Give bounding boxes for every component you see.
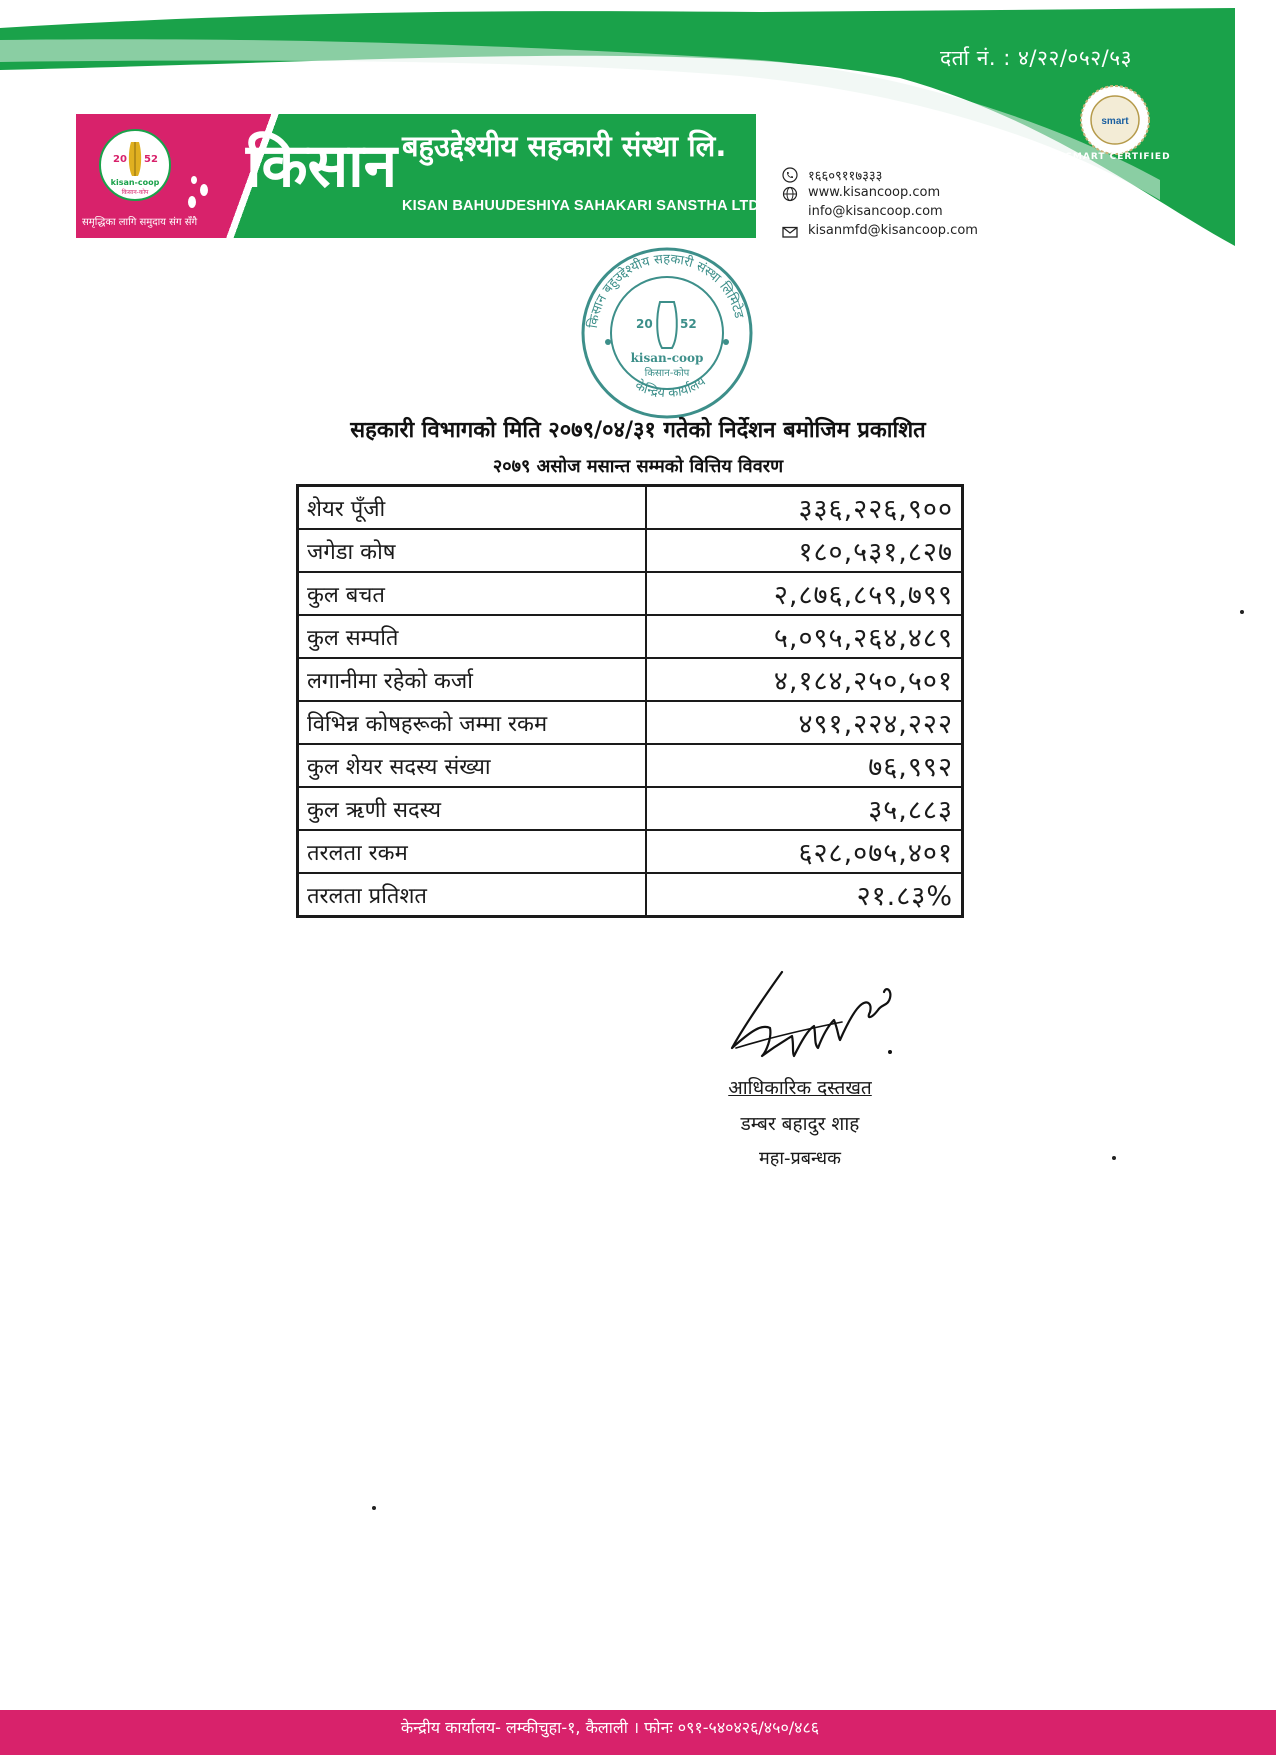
signatory-designation: महा-प्रबन्धक bbox=[759, 1148, 841, 1169]
phone-icon bbox=[782, 167, 798, 183]
contact-email-info[interactable] bbox=[780, 204, 1040, 223]
document-subtitle: २०७९ असोज मसान्त सम्मको वित्तिय विवरण bbox=[492, 456, 784, 477]
official-seal-stamp bbox=[578, 244, 756, 422]
seal-ring-text: किसान बहुउद्देश्यीय सहकारी संस्था लिमिटेड bbox=[585, 251, 747, 330]
brand-banner bbox=[76, 114, 764, 238]
table-row bbox=[298, 830, 963, 873]
seal-name-np: किसान-कोप bbox=[644, 368, 690, 379]
logo-name-np: किसान-कोप bbox=[121, 189, 149, 196]
brand-name-english: KISAN BAHUUDESHIYA SAHAKARI SANSTHA LTD. bbox=[402, 198, 764, 214]
row-value: २१.८३% bbox=[646, 873, 963, 917]
seal-year-left: 20 bbox=[636, 317, 653, 331]
contact-block bbox=[780, 166, 1040, 242]
row-label: कुल बचत bbox=[298, 572, 647, 615]
footsteps-icon bbox=[184, 172, 214, 212]
seal-year-right: 52 bbox=[680, 317, 697, 331]
table-row bbox=[298, 615, 963, 658]
seal-name: kisan-coop bbox=[630, 351, 704, 365]
row-value: ३५,८८३ bbox=[646, 787, 963, 830]
globe-icon bbox=[782, 186, 798, 202]
row-label: कुल सम्पति bbox=[298, 615, 647, 658]
row-value: ३३६,२२६,९०० bbox=[646, 486, 963, 530]
row-label: कुल शेयर सदस्य संख्या bbox=[298, 744, 647, 787]
logo-year-right: 52 bbox=[144, 154, 158, 165]
scan-speck bbox=[372, 1506, 376, 1510]
row-label: कुल ऋणी सदस्य bbox=[298, 787, 647, 830]
scan-speck bbox=[1240, 610, 1244, 614]
logo-year-left: 20 bbox=[113, 154, 127, 165]
logo-name: kisan-coop bbox=[110, 178, 160, 187]
signature-label: आधिकारिक दस्तखत bbox=[728, 1077, 872, 1099]
row-value: २,८७६,८५९,७९९ bbox=[646, 572, 963, 615]
row-value: १८०,५३१,८२७ bbox=[646, 529, 963, 572]
contact-phone bbox=[780, 166, 1040, 185]
registration-number: दर्ता नं. : ४/२२/०५२/५३ bbox=[940, 46, 1133, 70]
table-row bbox=[298, 529, 963, 572]
table-row bbox=[298, 701, 963, 744]
footer-address: केन्द्रीय कार्यालय- लम्कीचुहा-१, कैलाली । फोनः ०९१-५४०४२६/४५०/४८६ bbox=[400, 1718, 820, 1737]
table-row bbox=[298, 787, 963, 830]
row-value: ४९१,२२४,२२२ bbox=[646, 701, 963, 744]
smart-certified-caption: SMART CERTIFIED bbox=[1065, 152, 1171, 162]
row-label: विभिन्न कोषहरूको जम्मा रकम bbox=[298, 701, 647, 744]
financial-statement-table bbox=[296, 484, 964, 918]
seal-bottom-text: केन्द्रिय कार्यालय bbox=[632, 374, 709, 402]
kisan-coop-logo bbox=[98, 128, 172, 202]
brand-name-rest: बहुउद्देश्यीय सहकारी संस्था लि. bbox=[402, 129, 727, 163]
row-value: ५,०९५,२६४,४८९ bbox=[646, 615, 963, 658]
brand-tagline: समृद्धिका लागि समुदाय संग सँगै bbox=[82, 217, 198, 228]
table-row bbox=[298, 873, 963, 917]
row-label: लगानीमा रहेको कर्जा bbox=[298, 658, 647, 701]
mail-icon bbox=[782, 224, 798, 240]
table-row bbox=[298, 486, 963, 530]
row-label: तरलता रकम bbox=[298, 830, 647, 873]
contact-website-text[interactable]: www.kisancoop.com bbox=[808, 185, 941, 200]
handwritten-signature bbox=[722, 960, 922, 1070]
row-value: ७६,९९२ bbox=[646, 744, 963, 787]
contact-email-info-text[interactable]: info@kisancoop.com bbox=[808, 204, 943, 219]
document-title: सहकारी विभागको मिति २०७९/०४/३१ गतेको निर्देशन बमोजिम प्रकाशित bbox=[350, 418, 926, 443]
contact-website[interactable] bbox=[780, 185, 1040, 204]
row-label: तरलता प्रतिशत bbox=[298, 873, 647, 917]
contact-phone-text: १६६०९११७३३३ bbox=[808, 169, 883, 184]
contact-email-mfd-text[interactable]: kisanmfd@kisancoop.com bbox=[808, 223, 978, 238]
scan-speck bbox=[1112, 1156, 1116, 1160]
smart-badge-label: smart bbox=[1101, 116, 1129, 127]
table-row bbox=[298, 658, 963, 701]
row-label: शेयर पूँजी bbox=[298, 486, 647, 530]
contact-email-mfd[interactable] bbox=[780, 223, 1040, 242]
table-row bbox=[298, 572, 963, 615]
brand-name-big: किसान bbox=[246, 131, 398, 201]
row-value: ४,१८४,२५०,५०१ bbox=[646, 658, 963, 701]
signatory-name: डम्बर बहादुर शाह bbox=[740, 1113, 860, 1135]
table-row bbox=[298, 744, 963, 787]
row-value: ६२८,०७५,४०१ bbox=[646, 830, 963, 873]
row-label: जगेडा कोष bbox=[298, 529, 647, 572]
svg-text:किसान बहुउद्देश्यीय सहकारी संस bbox=[585, 252, 747, 329]
